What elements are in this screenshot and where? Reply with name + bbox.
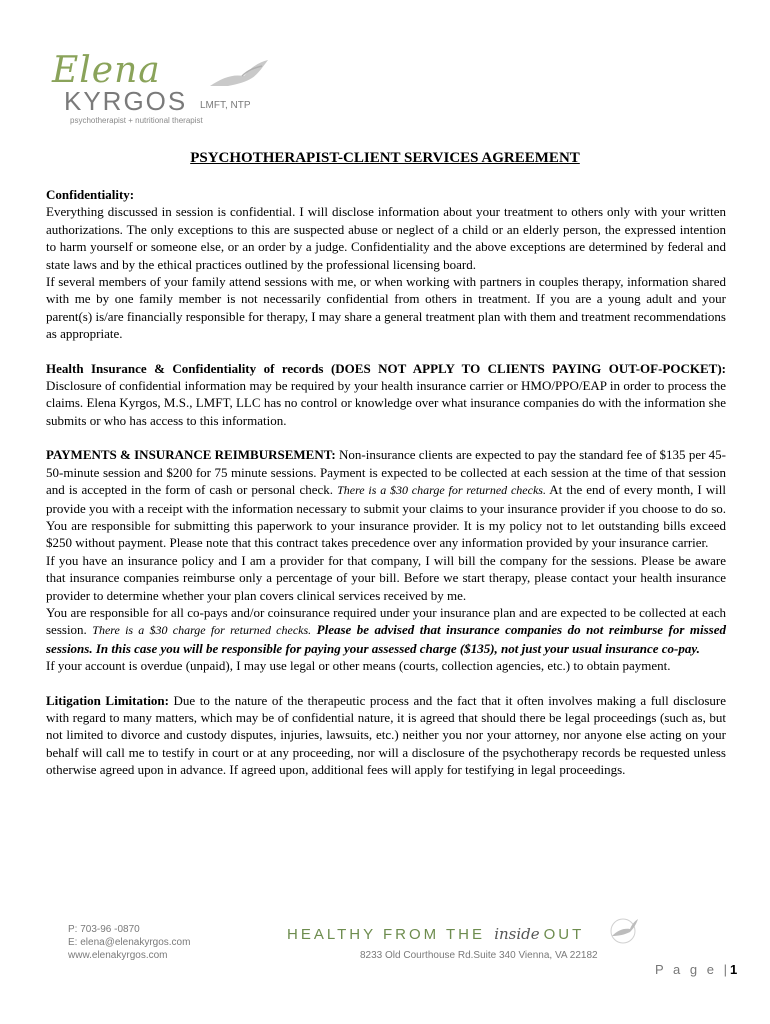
logo-tagline: psychotherapist + nutritional therapist <box>70 116 203 125</box>
confidentiality-paragraph-1: Everything discussed in session is confidential. I will disclose information about your treatment to others only with your written authorizations. The only exceptions to this are suspected abuse or neglect of a child or an elderly person, the expressed intention to harm yourself or someone else, or an order by a judge. Confidentiality and the above exceptions are determined by federal and state laws and by the ethical practices outlined by the professional licensing board. <box>46 204 726 272</box>
page-number-value: 1 <box>729 962 738 977</box>
returned-check-note: There is a $30 charge for returned checks. <box>337 483 546 498</box>
logo-script: Elena <box>52 50 161 91</box>
hummingbird-icon <box>202 56 272 96</box>
health-insurance-heading: Health Insurance & Confidentiality of records (DOES NOT APPLY TO CLIENTS PAYING OUT-OF-POCKET): <box>46 360 726 376</box>
agreement-body <box>46 186 726 779</box>
hummingbird-icon <box>606 916 640 946</box>
tagline-part-a: HEALTHY FROM THE <box>287 926 486 943</box>
litigation-text: Due to the nature of the therapeutic process and the fact that it often involves making a full disclosure with regard to many matters, which may be of confidential nature, it is agreed that should there be legal proceedings (such as, but not limited to divorce and custody disputes, injuries, lawsuits, etc.) neither you nor your attorney, nor anyone else acting on your behalf will call me to testify in court or at any proceeding, nor will a disclosure of the psychotherapy records be requested unless otherwise agreed upon in advance. If agreed upon, additional fees will apply for testifying in legal proceedings. <box>46 692 727 778</box>
missed-session-warning: Please be advised that insurance companies do not reimburse for missed sessions. In this case you will be responsible for paying your assessed charge ($135), not just your usual insurance co-pay. <box>46 622 727 656</box>
footer-phone: P: 703-96 -0870 <box>68 924 140 935</box>
litigation-paragraph <box>46 692 726 779</box>
footer-contact <box>68 923 190 962</box>
payments-copay-text: You are responsible for all co-pays and/or coinsurance required under your insurance plan and are expected to be collected at each session. <box>46 604 726 638</box>
health-insurance-text: Disclosure of confidential information may be required by your health insurance carrier or HMO/PPO/EAP in order to process the claims. Elena Kyrgos, M.S., LMFT, LLC has no control or knowledge over what insurance companies do with the information she submits or who has access to this information. <box>46 378 726 428</box>
logo-credentials: LMFT, NTP <box>200 100 251 111</box>
payments-heading: PAYMENTS & INSURANCE REIMBURSEMENT: <box>46 447 336 463</box>
footer-address: 8233 Old Courthouse Rd.Suite 340 Vienna, VA 22182 <box>360 950 598 961</box>
payments-paragraph-2: If you have an insurance policy and I am a provider for that company, I will bill the company for the sessions. Please be aware that insurance companies reimburse only a percentage of your bill. Before we start therapy, please contact your health insurance provider to determine whether your plan covers clinical services received by me. <box>46 552 726 603</box>
footer-email: E: elena@elenakyrgos.com <box>68 937 191 948</box>
confidentiality-heading: Confidentiality: <box>46 187 135 202</box>
payments-text-a: Non-insurance clients are expected to pay the standard fee of $135 per 45-50-minute session and $200 for 75 minute sessions. Payment is expected to be collected at each session at the time of that session and is accepted in the form of cash or personal check. <box>46 447 726 498</box>
litigation-heading: Litigation Limitation: <box>46 692 169 708</box>
page-label: P a g e | <box>655 962 730 977</box>
confidentiality-paragraph-2: If several members of your family attend sessions with me, or when working with partners in couples therapy, information shared with me by one family member is not necessarily confidential from others in treatment. If you are a young adult and your parent(s) is/are financially responsible for therapy, I may share a general treatment plan with them and treatment recommendations as appropriate. <box>46 274 726 342</box>
payments-paragraph-4: If your account is overdue (unpaid), I may use legal or other means (courts, collection agencies, etc.) to obtain payment. <box>46 658 671 674</box>
tagline-script: inside <box>494 925 540 943</box>
payments-paragraph-3 <box>46 604 726 657</box>
returned-check-note-2: There is a $30 charge for returned checks. <box>92 623 312 638</box>
page-number <box>655 962 737 977</box>
logo <box>52 50 252 130</box>
footer-website: www.elenakyrgos.com <box>68 950 168 961</box>
footer-tagline <box>287 925 584 943</box>
payments-text-b: At the end of every month, I will provide you with a receipt with the information necessary to submit your claims to your insurance provider if you choose to do so. You are responsible for submitting this paperwork to your insurance provider. It is my policy not to let outstanding bills exceed $250 without payment. Please note that this contract takes precedence over any information provided by your insurance carrier. <box>46 482 726 551</box>
tagline-part-b: OUT <box>543 926 585 943</box>
payments-paragraph-1 <box>46 446 726 551</box>
page-title: PSYCHOTHERAPIST-CLIENT SERVICES AGREEMENT <box>190 150 580 166</box>
health-insurance-paragraph <box>46 360 726 430</box>
logo-name: KYRGOS <box>64 86 188 116</box>
